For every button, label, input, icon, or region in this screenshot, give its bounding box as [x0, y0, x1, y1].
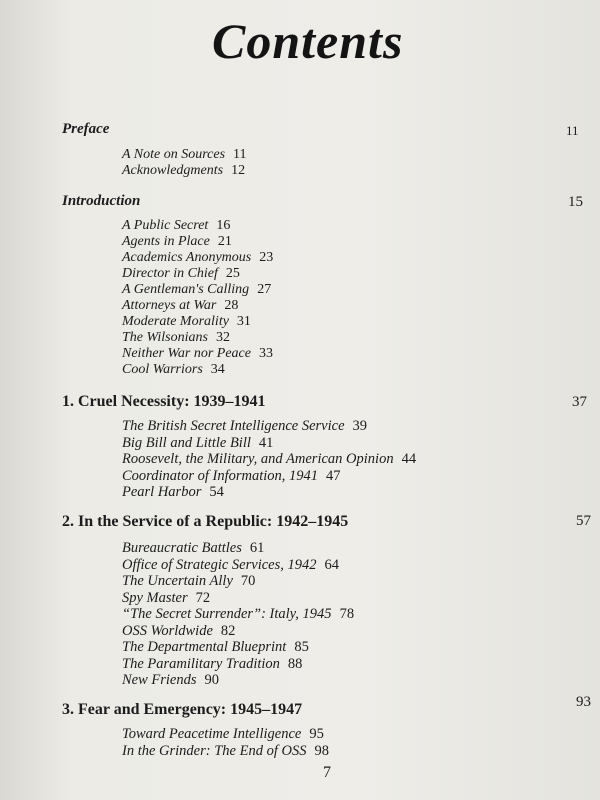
preface-entries: [122, 147, 247, 179]
list-item: Cool Warriors 34: [122, 362, 225, 377]
section-heading-preface: Preface: [62, 121, 110, 137]
introduction-entries: [122, 218, 273, 378]
chapter-2-entries: [122, 540, 354, 689]
chapter-1-entries: [122, 418, 416, 501]
list-item: Big Bill and Little Bill 41: [122, 434, 274, 451]
list-item: Moderate Morality 31: [122, 314, 251, 329]
list-item: Acknowledgments 12: [122, 163, 246, 178]
list-item: In the Grinder: The End of OSS 98: [122, 742, 329, 759]
chapter-3-entries: [122, 726, 329, 759]
list-item: Attorneys at War 28: [122, 298, 239, 313]
list-item: The Wilsonians 32: [122, 330, 230, 345]
list-item: Neither War nor Peace 33: [122, 346, 273, 361]
list-item: Coordinator of Information, 1941 47: [122, 467, 341, 484]
list-item: Agents in Place 21: [122, 234, 232, 249]
chapter-page-2: 57: [576, 513, 591, 529]
list-item: Roosevelt, the Military, and American Opinion 44: [122, 451, 417, 467]
chapter-page-1: 37: [572, 394, 587, 410]
list-item: Toward Peacetime Intelligence 95: [122, 726, 324, 742]
section-heading-introduction: Introduction: [62, 193, 141, 209]
list-item: “The Secret Surrender”: Italy, 1945 78: [122, 606, 355, 622]
list-item: The Paramilitary Tradition 88: [122, 655, 303, 672]
list-item: Academics Anonymous 23: [122, 250, 274, 265]
chapter-heading-1: 1. Cruel Necessity: 1939–1941: [62, 393, 266, 410]
list-item: Pearl Harbor 54: [122, 484, 224, 500]
section-page-preface: 11: [566, 123, 579, 138]
chapter-page-3: 93: [576, 694, 591, 710]
list-item: Bureaucratic Battles 61: [122, 540, 265, 556]
section-page-introduction: 15: [568, 194, 583, 210]
list-item: Director in Chief 25: [122, 266, 240, 281]
page-folio: 7: [323, 764, 331, 781]
list-item: Spy Master 72: [122, 589, 211, 606]
list-item: Office of Strategic Services, 1942 64: [122, 556, 339, 573]
chapter-heading-2: 2. In the Service of a Republic: 1942–1945: [62, 513, 349, 530]
list-item: A Note on Sources 11: [122, 147, 247, 162]
list-item: The British Secret Intelligence Service 39: [122, 418, 368, 434]
chapter-heading-3: 3. Fear and Emergency: 1945–1947: [62, 701, 303, 718]
list-item: OSS Worldwide 82: [122, 622, 236, 639]
list-item: A Gentleman's Calling 27: [122, 282, 272, 297]
page-title: Contents: [212, 13, 404, 69]
list-item: The Uncertain Ally 70: [122, 573, 256, 589]
list-item: The Departmental Blueprint 85: [122, 639, 309, 655]
list-item: New Friends 90: [122, 672, 220, 688]
list-item: A Public Secret 16: [122, 218, 231, 233]
